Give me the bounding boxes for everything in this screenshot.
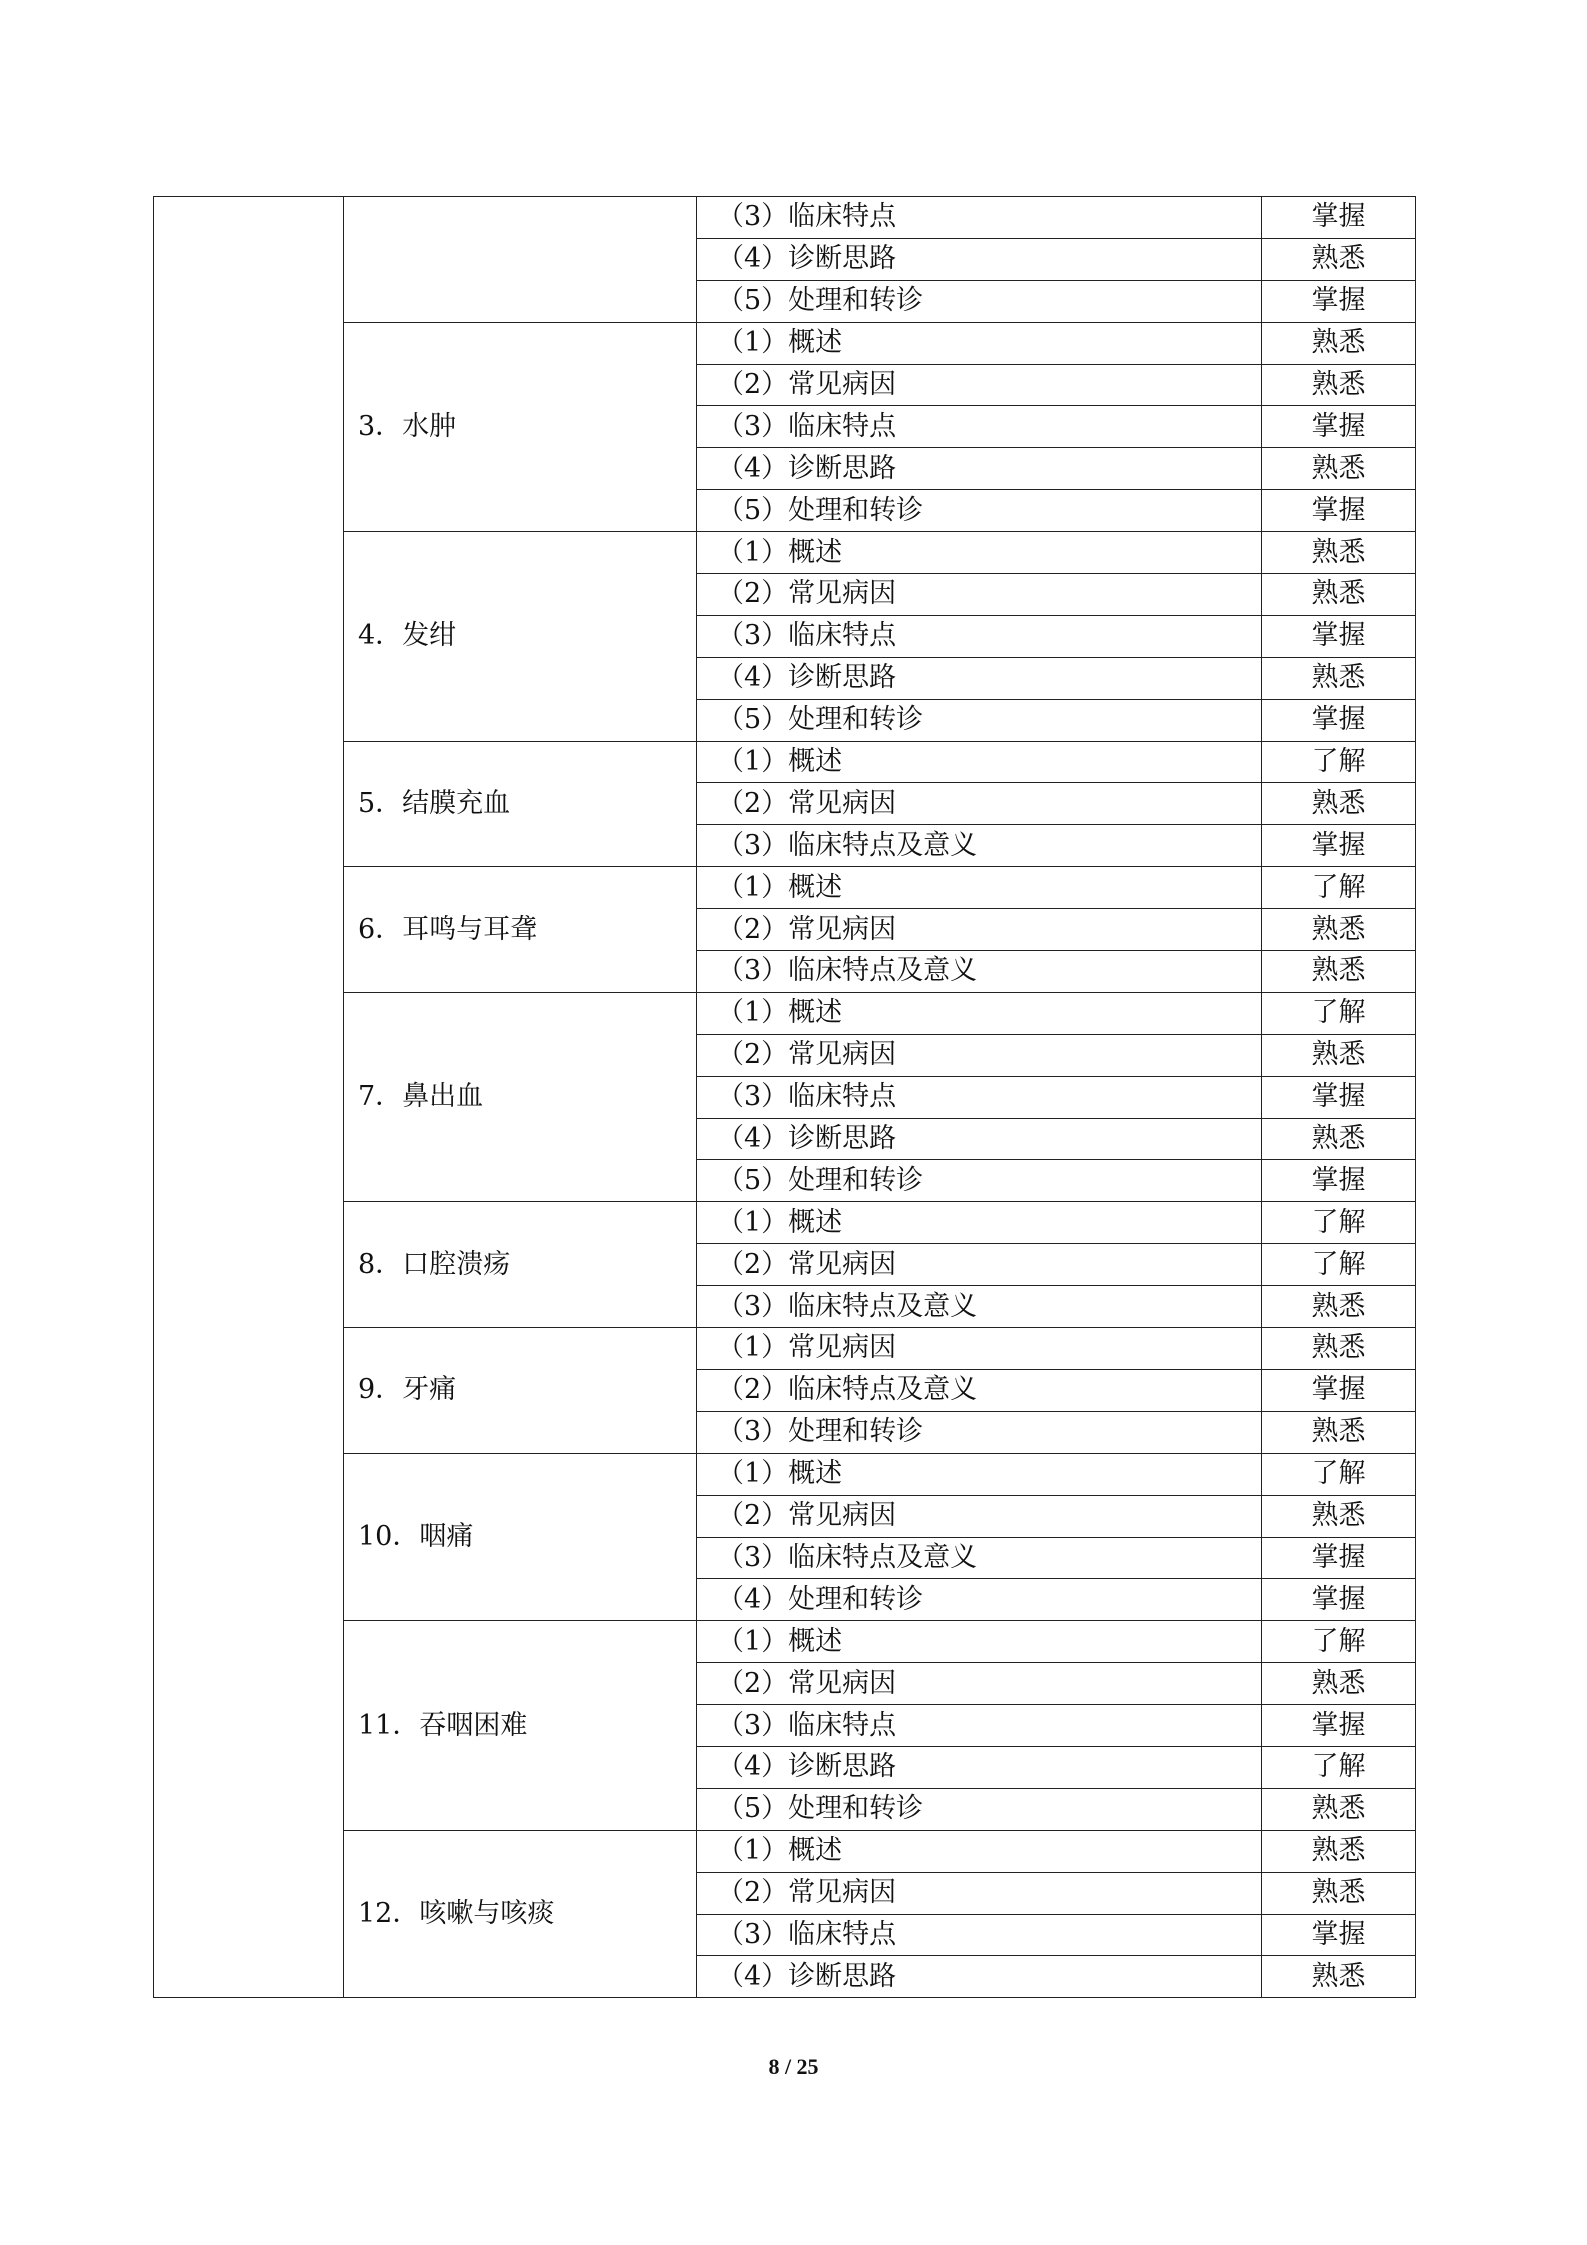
- content-item-cell: （3）临床特点: [697, 615, 1262, 657]
- requirement-level-cell: 熟悉: [1262, 951, 1416, 993]
- requirement-level-cell: 熟悉: [1262, 532, 1416, 574]
- table-row: [154, 197, 1416, 239]
- content-item-cell: （5）处理和转诊: [697, 490, 1262, 532]
- requirement-level-cell: 掌握: [1262, 1369, 1416, 1411]
- requirement-level-cell: 熟悉: [1262, 1411, 1416, 1453]
- requirement-level-cell: 掌握: [1262, 615, 1416, 657]
- content-item-cell: （2）常见病因: [697, 1034, 1262, 1076]
- requirement-level-cell: 熟悉: [1262, 1788, 1416, 1830]
- table-row: [154, 1328, 1416, 1370]
- content-item-cell: （4）诊断思路: [697, 238, 1262, 280]
- table-row: [154, 867, 1416, 909]
- content-item-cell: （4）诊断思路: [697, 1956, 1262, 1998]
- content-item-cell: （1）概述: [697, 741, 1262, 783]
- table-row: [154, 322, 1416, 364]
- page-number: 8 / 25: [768, 2054, 819, 2079]
- table-row: [154, 1621, 1416, 1663]
- content-item-cell: （3）临床特点: [697, 197, 1262, 239]
- requirement-level-cell: 了解: [1262, 1621, 1416, 1663]
- topic-cell: 3．水肿: [344, 322, 697, 531]
- content-item-cell: （3）临床特点: [697, 1705, 1262, 1747]
- requirement-level-cell: 熟悉: [1262, 1956, 1416, 1998]
- requirement-level-cell: 熟悉: [1262, 238, 1416, 280]
- table-row: [154, 741, 1416, 783]
- content-item-cell: （2）常见病因: [697, 1495, 1262, 1537]
- syllabus-table: [153, 196, 1416, 1998]
- requirement-level-cell: 熟悉: [1262, 1872, 1416, 1914]
- topic-cell: 7．鼻出血: [344, 992, 697, 1201]
- content-item-cell: （3）临床特点: [697, 1076, 1262, 1118]
- table-row: [154, 1453, 1416, 1495]
- requirement-level-cell: 掌握: [1262, 1914, 1416, 1956]
- table-row: [154, 1202, 1416, 1244]
- requirement-level-cell: 熟悉: [1262, 364, 1416, 406]
- topic-cell: 4．发绀: [344, 532, 697, 741]
- content-item-cell: （3）临床特点及意义: [697, 825, 1262, 867]
- content-item-cell: （4）处理和转诊: [697, 1579, 1262, 1621]
- content-item-cell: （5）处理和转诊: [697, 699, 1262, 741]
- requirement-level-cell: 熟悉: [1262, 783, 1416, 825]
- content-item-cell: （4）诊断思路: [697, 448, 1262, 490]
- content-item-cell: （1）概述: [697, 532, 1262, 574]
- content-item-cell: （1）概述: [697, 322, 1262, 364]
- content-item-cell: （3）临床特点: [697, 1914, 1262, 1956]
- content-item-cell: （4）诊断思路: [697, 1118, 1262, 1160]
- requirement-level-cell: 熟悉: [1262, 1328, 1416, 1370]
- requirement-level-cell: 熟悉: [1262, 574, 1416, 616]
- requirement-level-cell: 了解: [1262, 1244, 1416, 1286]
- requirement-level-cell: 熟悉: [1262, 657, 1416, 699]
- requirement-level-cell: 了解: [1262, 1202, 1416, 1244]
- content-item-cell: （1）概述: [697, 992, 1262, 1034]
- content-item-cell: （5）处理和转诊: [697, 280, 1262, 322]
- table-row: [154, 1830, 1416, 1872]
- content-item-cell: （2）常见病因: [697, 1244, 1262, 1286]
- requirement-level-cell: 熟悉: [1262, 1830, 1416, 1872]
- requirement-level-cell: 掌握: [1262, 197, 1416, 239]
- topic-cell: 8．口腔溃疡: [344, 1202, 697, 1328]
- content-item-cell: （2）临床特点及意义: [697, 1369, 1262, 1411]
- topic-cell: 11．吞咽困难: [344, 1621, 697, 1830]
- requirement-level-cell: 熟悉: [1262, 1286, 1416, 1328]
- table-row: [154, 532, 1416, 574]
- topic-cell: [344, 197, 697, 323]
- content-item-cell: （3）临床特点及意义: [697, 1286, 1262, 1328]
- requirement-level-cell: 掌握: [1262, 825, 1416, 867]
- requirement-level-cell: 了解: [1262, 992, 1416, 1034]
- topic-cell: 9．牙痛: [344, 1328, 697, 1454]
- content-item-cell: （3）临床特点及意义: [697, 951, 1262, 993]
- content-item-cell: （4）诊断思路: [697, 1746, 1262, 1788]
- requirement-level-cell: 熟悉: [1262, 1663, 1416, 1705]
- content-item-cell: （2）常见病因: [697, 1872, 1262, 1914]
- requirement-level-cell: 熟悉: [1262, 448, 1416, 490]
- table-row: [154, 992, 1416, 1034]
- requirement-level-cell: 了解: [1262, 1453, 1416, 1495]
- requirement-level-cell: 熟悉: [1262, 909, 1416, 951]
- requirement-level-cell: 熟悉: [1262, 1495, 1416, 1537]
- content-item-cell: （3）临床特点: [697, 406, 1262, 448]
- requirement-level-cell: 掌握: [1262, 1076, 1416, 1118]
- content-item-cell: （1）常见病因: [697, 1328, 1262, 1370]
- requirement-level-cell: 熟悉: [1262, 1118, 1416, 1160]
- content-item-cell: （1）概述: [697, 1202, 1262, 1244]
- content-item-cell: （1）概述: [697, 1830, 1262, 1872]
- content-item-cell: （5）处理和转诊: [697, 1788, 1262, 1830]
- content-item-cell: （2）常见病因: [697, 1663, 1262, 1705]
- requirement-level-cell: 熟悉: [1262, 1034, 1416, 1076]
- requirement-level-cell: 掌握: [1262, 1160, 1416, 1202]
- content-item-cell: （1）概述: [697, 867, 1262, 909]
- requirement-level-cell: 掌握: [1262, 1579, 1416, 1621]
- content-item-cell: （2）常见病因: [697, 574, 1262, 616]
- content-item-cell: （3）处理和转诊: [697, 1411, 1262, 1453]
- requirement-level-cell: 了解: [1262, 741, 1416, 783]
- content-item-cell: （1）概述: [697, 1453, 1262, 1495]
- requirement-level-cell: 掌握: [1262, 280, 1416, 322]
- requirement-level-cell: 掌握: [1262, 1537, 1416, 1579]
- content-item-cell: （2）常见病因: [697, 783, 1262, 825]
- requirement-level-cell: 掌握: [1262, 406, 1416, 448]
- content-item-cell: （5）处理和转诊: [697, 1160, 1262, 1202]
- requirement-level-cell: 熟悉: [1262, 322, 1416, 364]
- content-item-cell: （2）常见病因: [697, 364, 1262, 406]
- category-cell: [154, 197, 344, 1998]
- topic-cell: 10．咽痛: [344, 1453, 697, 1621]
- requirement-level-cell: 掌握: [1262, 699, 1416, 741]
- requirement-level-cell: 了解: [1262, 1746, 1416, 1788]
- content-item-cell: （1）概述: [697, 1621, 1262, 1663]
- content-item-cell: （2）常见病因: [697, 909, 1262, 951]
- content-item-cell: （4）诊断思路: [697, 657, 1262, 699]
- topic-cell: 6．耳鸣与耳聋: [344, 867, 697, 993]
- requirement-level-cell: 了解: [1262, 867, 1416, 909]
- topic-cell: 12．咳嗽与咳痰: [344, 1830, 697, 1998]
- requirement-level-cell: 掌握: [1262, 490, 1416, 532]
- requirement-level-cell: 掌握: [1262, 1705, 1416, 1747]
- content-item-cell: （3）临床特点及意义: [697, 1537, 1262, 1579]
- topic-cell: 5．结膜充血: [344, 741, 697, 867]
